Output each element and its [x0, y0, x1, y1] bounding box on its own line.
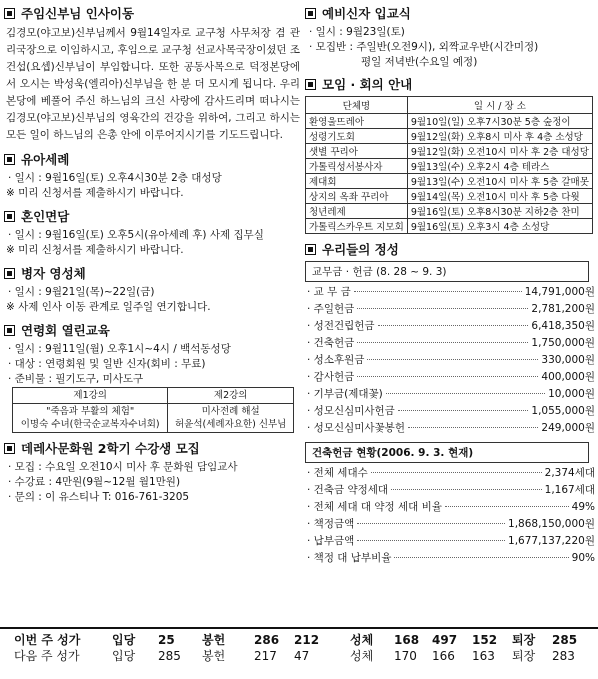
- section-title-funeral-education: 연령회 열린교육: [4, 321, 300, 339]
- culture-center-fee: · 수강료 : 4만원(9월~12월 월1만원): [8, 476, 181, 488]
- list-item: · 책정 대 납부비율 90%: [307, 552, 595, 564]
- list-item: · 교 무 금 14,791,000원: [307, 286, 595, 298]
- section-title-priest-transfer: 주임신부님 인사이동: [4, 4, 300, 22]
- this-week-hymns-row: 이번 주 성가 입당 25 봉헌 286 212 성체 168 497 152 퇴장 285: [14, 633, 578, 647]
- hymn-numbers-bar: [0, 627, 598, 664]
- list-item: · 기부금(제대꽃) 10,000원: [307, 388, 595, 400]
- square-bullet-icon: [305, 79, 316, 90]
- square-bullet-icon: [4, 211, 15, 222]
- section-title-sick-communion: 병자 영성체: [4, 264, 300, 282]
- list-item: · 책정금액 1,868,150,000원: [307, 518, 595, 530]
- list-item: · 성모신심미사꽃봉헌 249,000원: [307, 422, 595, 434]
- group-name-header: 단체명: [306, 97, 408, 114]
- catechumen-weekday-class: 평일 저녁반(수요일 예정): [361, 56, 478, 68]
- funeral-education-supplies: · 준비물 : 필기도구, 미사도구: [8, 373, 144, 385]
- square-bullet-icon: [4, 443, 15, 454]
- catechumen-date: · 일시 : 9월23일(토): [309, 26, 405, 38]
- table-row: 가톨릭스카우트 지모회 9월16일(토) 오후3시 4층 소성당: [306, 219, 593, 234]
- lecture1-topic: "죽음과 부활의 체험" 이명숙 수녀(한국순교복자수녀회): [13, 404, 168, 433]
- funeral-education-date: · 일시 : 9월11일(월) 오후1시~4시 / 백석동성당: [8, 343, 231, 355]
- sick-communion-date: · 일시 : 9월21일(목)~22일(금): [8, 286, 155, 298]
- square-bullet-icon: [305, 244, 316, 255]
- table-row: 가톨릭성서봉사자 9월13일(수) 오후2시 4층 테라스: [306, 159, 593, 174]
- section-title-culture-center: 데레사문화원 2학기 수강생 모집: [4, 439, 300, 457]
- list-item: · 성전건립헌금 6,418,350원: [307, 320, 595, 332]
- list-item: · 전체 세대수 2,374세대: [307, 467, 595, 479]
- table-row: 제대회 9월13일(수) 오전10시 미사 후 5층 갈매못: [306, 174, 593, 189]
- section-title-offerings: 우리들의 정성: [305, 240, 595, 258]
- lecture2-header: 제2강의: [168, 388, 294, 404]
- offerings-period-box: 교무금 · 헌금 (8. 28 ~ 9. 3): [305, 261, 589, 282]
- table-row: [13, 404, 294, 433]
- building-fund-status-box: 건축헌금 현황(2006. 9. 3. 현재): [305, 442, 589, 463]
- infant-baptism-note: ※ 미리 신청서를 제출하시기 바랍니다.: [6, 187, 184, 199]
- square-bullet-icon: [4, 325, 15, 336]
- square-bullet-icon: [4, 268, 15, 279]
- infant-baptism-date: · 일시 : 9월16일(토) 오후4시30분 2층 대성당: [8, 172, 222, 184]
- next-week-hymns-row: 다음 주 성가 입당 285 봉헌 217 47 성체 170 166 163 퇴장 283: [14, 649, 575, 663]
- priest-transfer-body: 김경모(야고보)신부님께서 9월14일자로 교구청 사무처장 겸 관리국장으로 이임하시고, 후임으로 교구청 선교사목국장이셨던 조건섭(요셉)신부님이 부임합니다. 또한 공동사목으로 덕정본당에서 오시는 박성욱(엘리아)신부님을 한 분 더 모시게 됩니다. 우리 본당에 베풀어 주신 하느님의 크신 사랑에 감사드리며 떠나시는 김경모(야고보)신부님의 영육간의 건강을 위하여, 그리고 하시는 모든 일이 하느님의 은총 안에 이루어지시기를 기도드립니다.: [6, 27, 300, 141]
- culture-center-recruit: · 모집 : 수요일 오전10시 미사 후 문화원 담임교사: [8, 461, 238, 473]
- list-item: · 전체 세대 대 약정 세대 비율 49%: [307, 501, 595, 513]
- table-row: 상지의 옥좌 꾸리아 9월14일(목) 오전10시 미사 후 5층 다웟: [306, 189, 593, 204]
- catechumen-classes: · 모집반 : 주일반(오전9시), 외짝교우반(시간미정): [309, 41, 539, 53]
- lecture2-topic: 미사전례 해설 허윤석(세례자요한) 신부님: [168, 404, 294, 433]
- square-bullet-icon: [4, 154, 15, 165]
- culture-center-contact: · 문의 : 이 유스티나 T: 016-761-3205: [8, 491, 190, 503]
- left-column: [4, 0, 300, 505]
- list-item: · 성모신심미사헌금 1,055,000원: [307, 405, 595, 417]
- lecture1-header: 제1강의: [13, 388, 168, 404]
- marriage-interview-date: · 일시 : 9월16일(토) 오후5시(유아세례 후) 사제 집무실: [8, 229, 264, 241]
- square-bullet-icon: [305, 8, 316, 19]
- list-item: · 감사헌금 400,000원: [307, 371, 595, 383]
- section-title-infant-baptism: 유아세례: [4, 150, 300, 168]
- datetime-place-header: 일 시 / 장 소: [407, 97, 592, 114]
- square-bullet-icon: [4, 8, 15, 19]
- marriage-interview-note: ※ 미리 신청서를 제출하시기 바랍니다.: [6, 244, 184, 256]
- section-title-marriage-interview: 혼인면담: [4, 207, 300, 225]
- table-row: 성령기도회 9월12일(화) 오후8시 미사 후 4층 소성당: [306, 129, 593, 144]
- funeral-education-target: · 대상 : 연령회원 및 일반 신자(회비 : 무료): [8, 358, 206, 370]
- list-item: · 건축금 약정세대 1,167세대: [307, 484, 595, 496]
- table-row: 환영울뜨레아 9월10일(일) 오후7시30분 5층 숲정이: [306, 114, 593, 129]
- table-row: 샛별 꾸리아 9월12일(화) 오전10시 미사 후 2층 대성당: [306, 144, 593, 159]
- section-title-meetings: 모임 · 회의 안내: [305, 75, 595, 93]
- list-item: · 납부금액 1,677,137,220원: [307, 535, 595, 547]
- right-column: [305, 0, 595, 567]
- meetings-table: [305, 96, 593, 234]
- sick-communion-note: ※ 사제 인사 이동 관계로 일주일 연기합니다.: [6, 301, 211, 313]
- donations-list: [305, 284, 595, 437]
- list-item: · 성소후원금 330,000원: [307, 354, 595, 366]
- list-item: · 건축헌금 1,750,000원: [307, 337, 595, 349]
- lecture-table: [12, 387, 294, 433]
- table-header-row: [306, 97, 593, 114]
- building-fund-list: [305, 465, 595, 567]
- list-item: · 주일헌금 2,781,200원: [307, 303, 595, 315]
- table-row: [13, 388, 294, 404]
- section-title-catechumen: 예비신자 입교식: [305, 4, 595, 22]
- table-row: 청년레제 9월16일(토) 오후8시30분 지하2층 찬미: [306, 204, 593, 219]
